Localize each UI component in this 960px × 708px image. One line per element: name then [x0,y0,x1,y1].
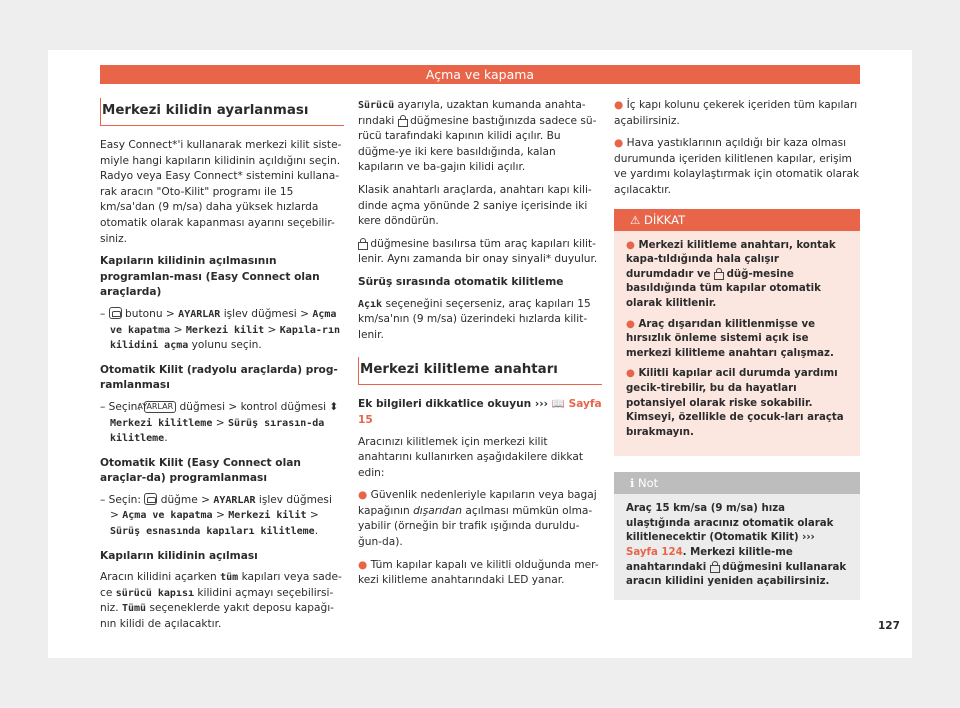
subheading: Otomatik Kilit (radyolu araçlarda) prog-ramlanması [100,363,338,392]
paragraph: düğmesine basılırsa tüm araç kapıları kilit-lenir. Aynı zamanda bir onay sinyali* duyulur. [358,237,598,266]
bullet-icon: ● [358,558,368,571]
subheading: Otomatik Kilit (Easy Connect olan araçlar-da) programlanması [100,456,301,485]
column-middle [358,98,602,596]
warning-icon: ⚠ [630,212,641,227]
paragraph: Aracın kilidini açarken tüm kapıları veya sade-ce sürücü kapısı kilidini açmayı seçebilirsi-niz. Tümü seçeneklerde yakıt deposu kapağı-nın kilidi de açılacaktır. [100,571,342,631]
paragraph: Aracınızı kilitlemek için merkezi kilit anahtarını kullanırken aşağıdakilere dikkat edin: [358,435,583,479]
paragraph: Klasik anahtarlı araçlarda, anahtarı kapı kili-dinde açma yönünde 2 saniye içerisinde iki kere döndürün. [358,183,592,228]
car-key-icon [144,493,157,505]
list-item: ● Hava yastıklarının açıldığı bir kaza olması durumunda içeriden kilitlenen kapılar, erişim ve yardımı kolaylaştırmak için otomatik olarak açılacaktır. [614,137,860,196]
info-icon: ℹ [630,476,635,491]
updown-arrow-icon: ⬍ [329,400,339,413]
page-reference-link[interactable]: Sayfa 124 [626,547,683,559]
warning-box [614,209,860,457]
warning-item: ● Kilitli kapılar acil durumda yardımı gecik-tirebilir, bu da hayatları potansiyel olarak riske sokabilir. Kimseyi, özellikle de çocuk-ları araçta bırakmayın. [626,368,844,438]
page-number: 127 [878,620,900,632]
page-reference-link[interactable]: Sayfa 15 [358,398,602,426]
note-body: Araç 15 km/sa (9 m/sa) hıza ulaştığında aracınız otomatik olarak kilitlenecektir (Otomatik Kilit) ››› Sayfa 124. Merkezi kilitle-me anahtarındaki düğmesini kullanarak aracın kilidini yeniden açabilirsiniz. [626,503,847,588]
book-icon: 📖 [551,398,565,411]
car-key-icon [109,307,122,319]
section-title: Merkezi kilitleme anahtarı [358,357,602,385]
bullet-icon: ● [614,99,624,111]
bullet-icon: ● [614,137,624,150]
lock-icon [714,268,723,279]
bullet-icon: ● [626,318,635,330]
column-right [614,98,860,600]
list-item: ● Tüm kapılar kapalı ve kilitli olduğunda mer-kezi kilitleme anahtarındaki LED yanar. [358,558,599,587]
warning-header: ⚠ DİKKAT [614,209,860,231]
page-header: Açma ve kapama [100,65,860,84]
note-header: ℹ Not [614,472,860,494]
list-item: ● İç kapı kolunu çekerek içeriden tüm kapıları açabilirsiniz. [614,99,858,127]
unlock-icon [710,561,719,572]
reference-line: Ek bilgileri dikkatlice okuyun ››› 📖 Sayfa 15 [358,398,602,426]
note-box [614,472,860,600]
instruction-step: – Seçin: düğme > AYARLAR işlev düğmesi > Açma ve kapatma > Merkezi kilit > Sürüş esnasında kapıları kilitleme. [100,493,332,538]
subheading: Sürüş sırasında otomatik kilitleme [358,275,564,288]
bullet-icon: ● [358,489,368,502]
warning-item: ● Merkezi kilitleme anahtarı, kontak kapa-tıldığında hala çalışır durumdadır ve düğ-mesine basıldığında tüm kapılar otomatik olarak kilitlenir. [626,239,836,309]
lock-icon [358,238,367,249]
manual-page [48,50,912,658]
subheading: Kapıların kilidinin açılması [100,549,258,562]
bullet-icon: ● [626,368,635,380]
instruction-step: – butonu > AYARLAR işlev düğmesi > Açma ve kapatma > Merkezi kilit > Kapıla-rın kilidini açma yolunu seçin. [100,307,340,352]
paragraph: Sürücü ayarıyla, uzaktan kumanda anahta-rındaki düğmesine bastığınızda sadece sü-rücü tarafındaki kapının kilidi açılır. Bu düğme-ye iki kere basıldığında, kalan kapıların ve ba-gajın kilidi açılır. [358,99,597,174]
paragraph: Açık seçeneğini seçerseniz, araç kapıları 15 km/sa'nın (9 m/sa) üzerindeki hızlarda kilit-lenir. [358,297,591,341]
bullet-icon: ● [626,239,635,251]
list-item: ● Güvenlik nedenleriyle kapıların veya bagaj kapağının dışarıdan açılması mümkün olma-yabilir (örneğin bir trafik ışığında duruldu-ğun-da). [358,489,597,549]
subheading: Kapıların kilidinin açılmasının programlan-ması (Easy Connect olan araçlarda) [100,255,320,299]
instruction-step: – Seçin: AYARLAR düğmesi > kontrol düğmesi ⬍ Merkezi kilitleme > Sürüş sırasın-da kilitleme. [100,400,339,445]
intro-paragraph: Easy Connect*'i kullanarak merkezi kilit siste-miyle hangi kapıların kilidinin açıldığını seçin. Radyo veya Easy Connect* sistemini kullana-rak aracın "Oto-Kilit" programı ile 15 km/sa'dan (9 m/sa) daha yüksek hızlarda otomatik olarak kapanması ayarını seçebilir-siniz. [100,139,342,245]
warning-body [614,231,860,457]
section-title: Merkezi kilidin ayarlanması [100,98,344,126]
unlock-icon [398,115,407,126]
settings-key-icon: AYARLAR [144,401,176,413]
warning-item: ● Araç dışarıdan kilitlenmişse ve hırsızlık önleme sistemi açık ise merkezi kilitleme anahtarı çalışmaz. [626,318,834,359]
column-left [100,98,344,640]
